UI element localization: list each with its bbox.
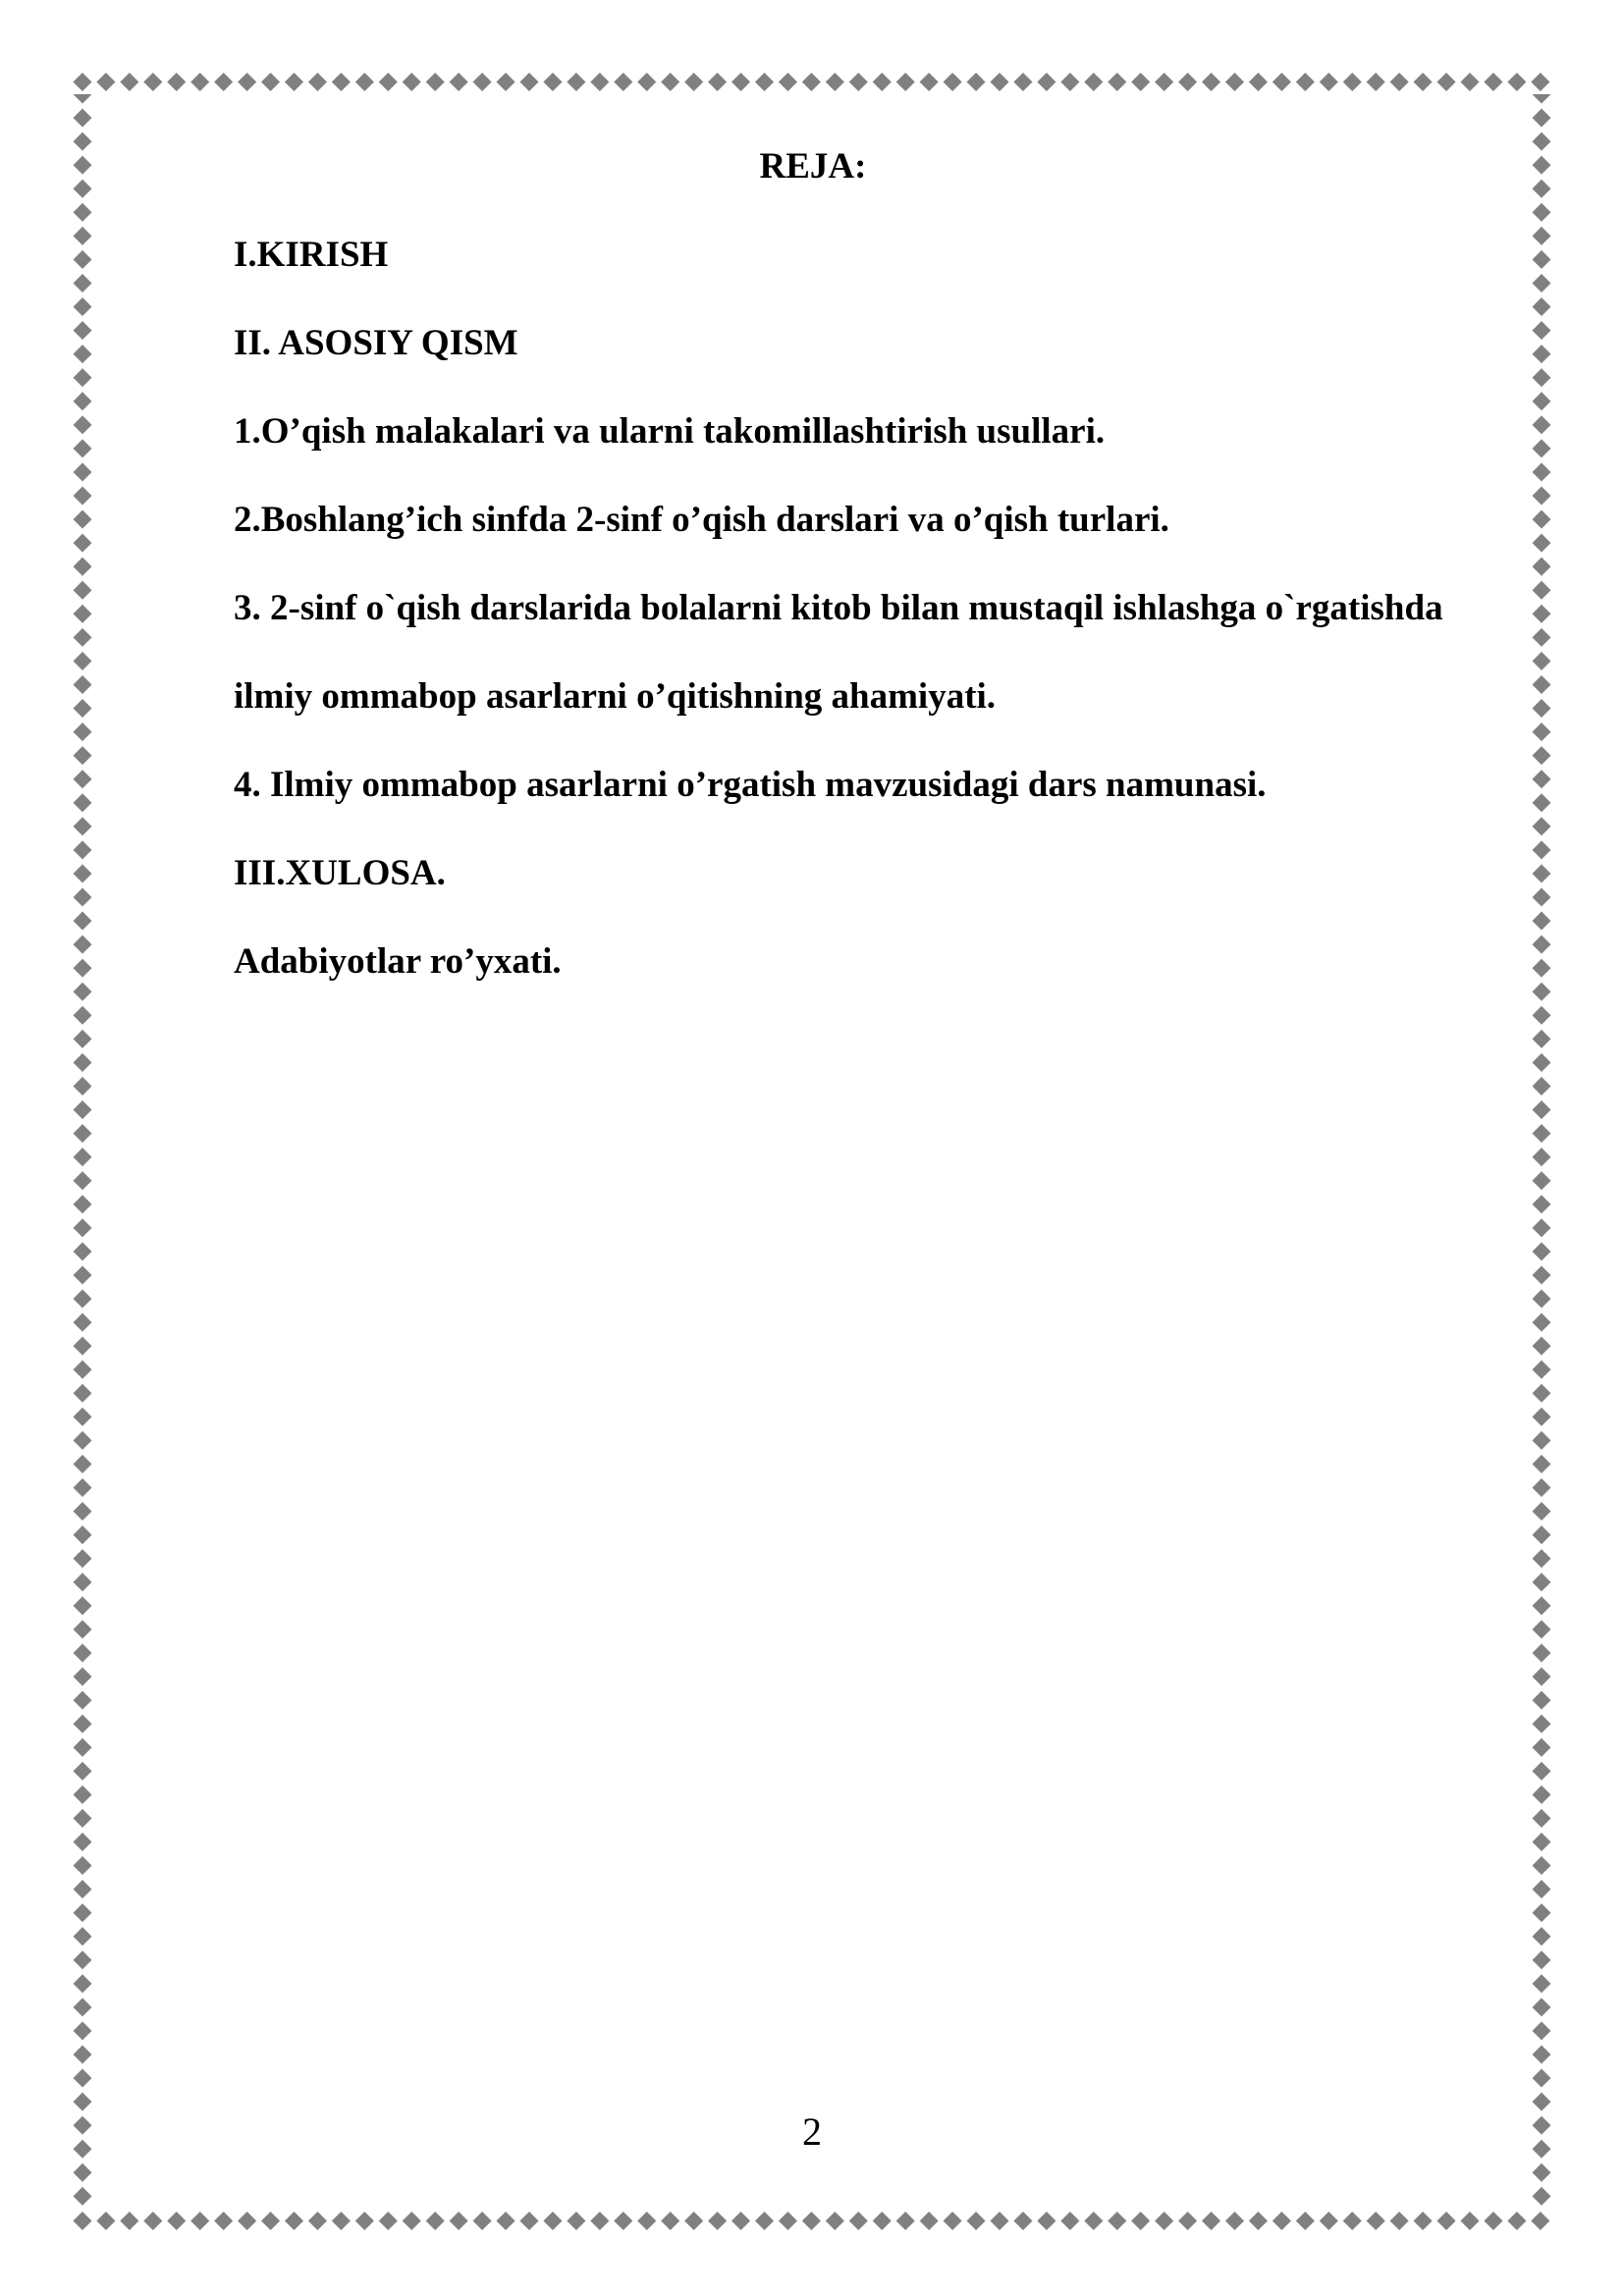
plan-item-introduction: I.KIRISH xyxy=(234,235,389,275)
plan-item-references: Adabiyotlar ro’yxati. xyxy=(234,941,562,982)
plan-item-1: 1.O’qish malakalari va ularni takomillashtirish usullari. xyxy=(234,411,1106,452)
plan-item-2: 2.Boshlang’ich sinfda 2-sinf o’qish darslari va o’qish turlari. xyxy=(234,500,1169,540)
plan-item-4: 4. Ilmiy ommabop asarlarni o’rgatish mavzusidagi dars namunasi. xyxy=(234,765,1267,805)
plan-item-3: 3. 2-sinf o`qish darslarida bolalarni kitob bilan mustaqil ishlashga o`rgatishda xyxy=(234,588,1443,628)
plan-title: REJA: xyxy=(759,146,867,187)
plan-item-3-continued: ilmiy ommabop asarlarni o’qitishning ahamiyati. xyxy=(234,676,997,717)
plan-item-conclusion: III.XULOSA. xyxy=(234,853,446,893)
plan-item-main-part: II. ASOSIY QISM xyxy=(234,323,518,363)
page-number: 2 xyxy=(802,2109,822,2154)
